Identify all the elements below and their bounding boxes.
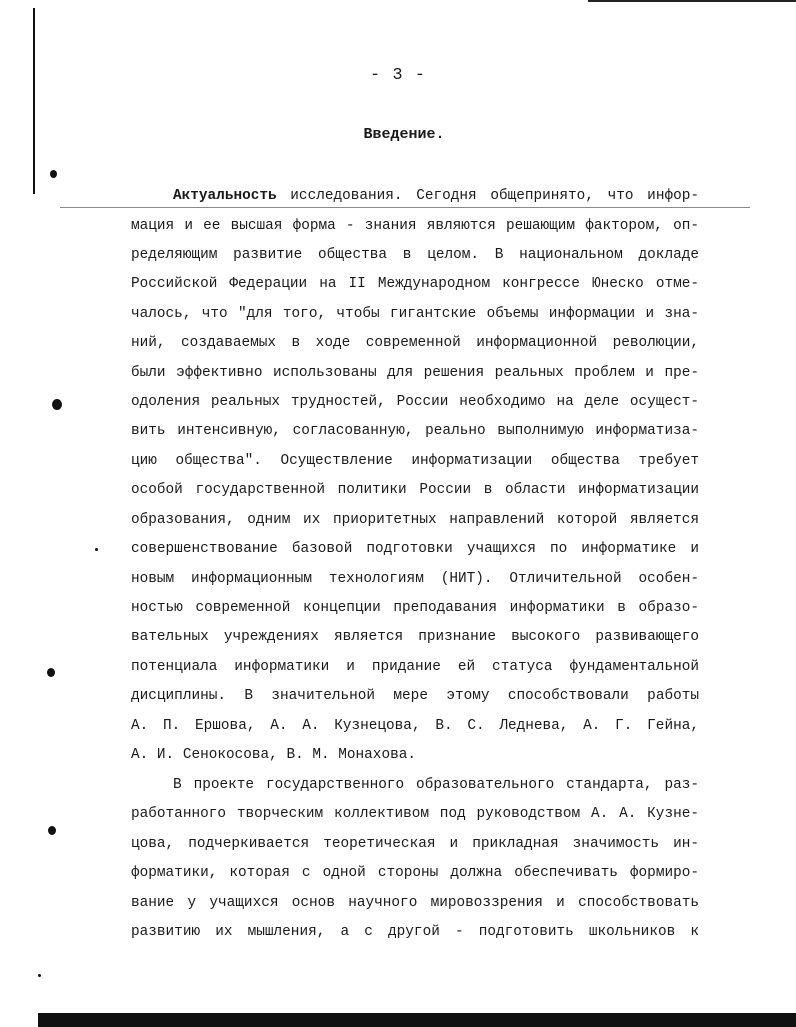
paragraph-line: работанного творческим коллективом под руководством А. А. Кузне- xyxy=(131,806,699,822)
punch-hole-mark xyxy=(47,668,55,677)
paragraph-line: цию общества". Осуществление информатизации общества требует xyxy=(131,453,699,469)
scan-speck xyxy=(95,548,98,551)
scan-edge-line-top xyxy=(588,0,796,2)
scan-horizontal-rule xyxy=(60,207,750,208)
paragraph-line: образования, одним их приоритетных направлений которой является xyxy=(131,512,699,528)
paragraph-line: особой государственной политики России в области информатизации xyxy=(131,482,699,498)
paragraph-line: вание у учащихся основ научного мировоззрения и способствовать xyxy=(131,895,699,911)
paragraph-line: А. П. Ершова, А. А. Кузнецова, В. С. Леднева, А. Г. Гейна, xyxy=(131,718,699,734)
paragraph-line xyxy=(173,186,699,206)
paragraph-line: Российской Федерации на II Международном конгрессе Юнеско отме- xyxy=(131,276,699,292)
paragraph-line: цова, подчеркивается теоретическая и прикладная значимость ин- xyxy=(131,836,699,852)
paragraph-line: В проекте государственного образовательного стандарта, раз- xyxy=(173,777,699,793)
section-heading: Введение. xyxy=(363,126,445,143)
paragraph-line: дисциплины. В значительной мере этому способствовали работы xyxy=(131,688,699,704)
paragraph-line: ностью современной концепции преподавания информатики в образо- xyxy=(131,600,699,616)
paragraph-line: форматики, которая с одной стороны должна обеспечивать формиро- xyxy=(131,865,699,881)
scan-edge-line-left xyxy=(33,8,35,194)
paragraph-line: А. И. Сенокосова, В. М. Монахова. xyxy=(131,747,416,763)
paragraph-line: были эффективно использованы для решения реальных проблем и пре- xyxy=(131,365,699,381)
punch-hole-mark xyxy=(52,399,62,410)
scan-speck xyxy=(38,974,41,977)
paragraph-line: совершенствование базовой подготовки учащихся по информатике и xyxy=(131,541,699,557)
paragraph-line: ределяющим развитие общества в целом. В национальном докладе xyxy=(131,247,699,263)
punch-hole-mark xyxy=(48,826,56,835)
paragraph-line: чалось, что "для того, чтобы гигантские объемы информации и зна- xyxy=(131,306,699,322)
lead-rest-text: исследования. Сегодня общепринято, что инфор- xyxy=(276,188,699,204)
punch-hole-mark xyxy=(50,170,57,178)
paragraph-line: потенциала информатики и придание ей статуса фундаментальной xyxy=(131,659,699,675)
paragraph-line: новым информационным технологиям (НИТ). Отличительной особен- xyxy=(131,571,699,587)
lead-bold-text: Актуальность xyxy=(173,188,277,204)
paragraph-line: ний, создаваемых в ходе современной информационной революции, xyxy=(131,335,699,351)
paragraph-line: мация и ее высшая форма - знания являются решающим фактором, оп- xyxy=(131,218,699,234)
page-number: - 3 - xyxy=(369,66,426,85)
paragraph-line: вательных учреждениях является признание высокого развивающего xyxy=(131,629,699,645)
paragraph-line: вить интенсивную, согласованную, реально выполнимую информатиза- xyxy=(131,423,699,439)
scan-bottom-edge xyxy=(38,1013,796,1027)
paragraph-line: развитию их мышления, а с другой - подготовить школьников к xyxy=(131,924,699,940)
paragraph-line: одоления реальных трудностей, России необходимо на деле осущест- xyxy=(131,394,699,410)
